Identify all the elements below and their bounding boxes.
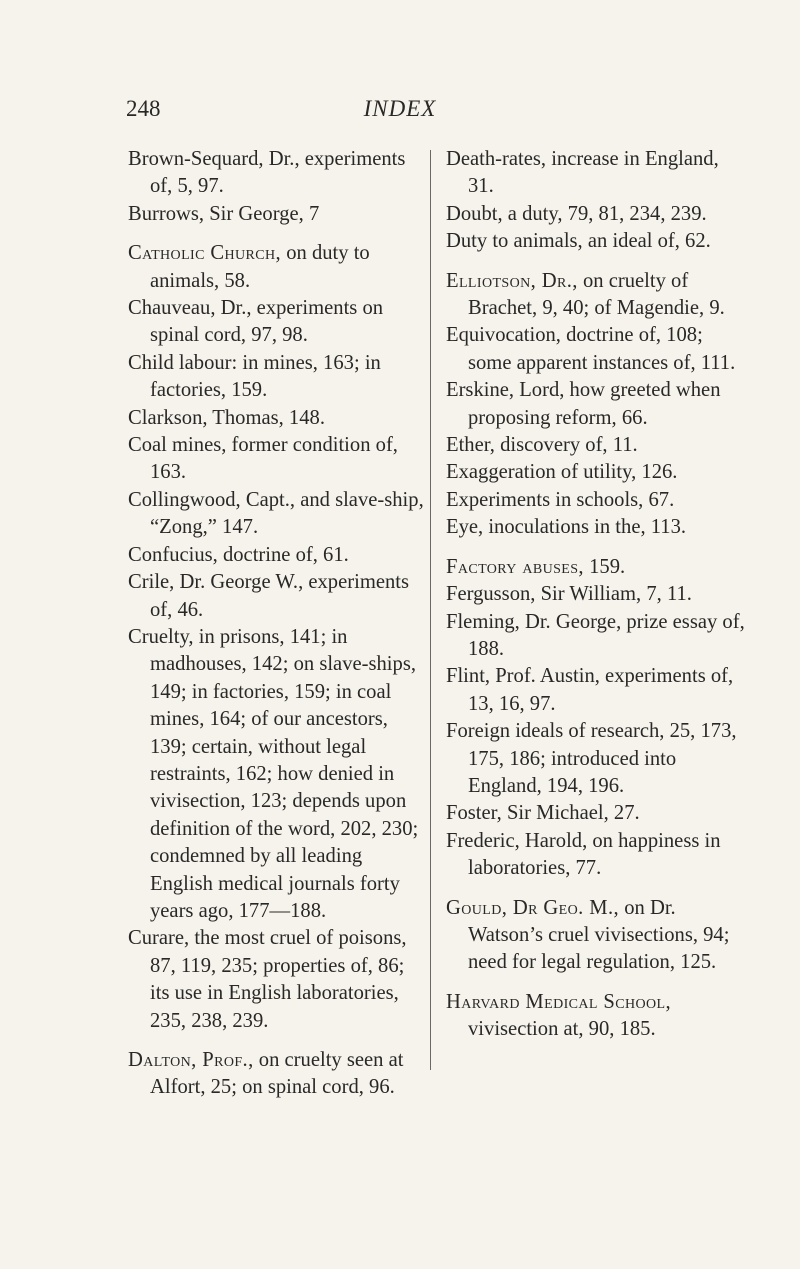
index-letter-group xyxy=(446,989,746,1044)
index-entry-text: Experiments in schools, 67. xyxy=(446,488,675,511)
index-entry-text: Ether, discovery of, 11. xyxy=(446,434,638,457)
index-entry xyxy=(128,925,428,1035)
index-entry-text: 159. xyxy=(583,555,626,578)
index-entry xyxy=(446,459,746,486)
index-entry-text: Doubt, a duty, 79, 81, 234, 239. xyxy=(446,202,707,225)
index-entry-text: Child labour: in mines, 163; in factories, 159. xyxy=(128,351,381,402)
index-entry-text: Equivocation, doctrine of, 108; some apparent instances of, 111. xyxy=(446,324,736,374)
index-entry-text: Coal mines, former condition of, 163. xyxy=(128,434,398,484)
index-entry-text: Erskine, Lord, how greeted when proposing reform, 66. xyxy=(446,379,721,429)
index-entry xyxy=(128,350,428,405)
index-entry-text: Eye, inoculations in the, 113. xyxy=(446,516,687,539)
index-entry-text: Brown-Sequard, Dr., experiments of, 5, 97. xyxy=(128,148,406,198)
index-column-left xyxy=(128,146,428,1114)
index-entry-text: Fleming, Dr. George, prize essay of, 188. xyxy=(446,610,745,660)
index-entry xyxy=(446,514,746,541)
index-entry xyxy=(446,828,746,883)
index-entry-text: on Dr. Watson’s cruel vivisections, 94; need for legal regulation, 125. xyxy=(468,896,730,974)
index-entry-text: Flint, Prof. Austin, experiments of, 13, 16, 97. xyxy=(446,665,734,715)
index-entry-text: Exaggeration of utility, 126. xyxy=(446,461,678,484)
index-entry-text: Frederic, Harold, on happiness in laboratories, 77. xyxy=(446,829,721,880)
index-entry xyxy=(446,989,746,1044)
index-entry xyxy=(128,295,428,350)
index-entry xyxy=(128,1047,428,1102)
index-entry xyxy=(128,240,428,295)
index-entry xyxy=(446,146,746,201)
index-entry xyxy=(446,895,746,977)
index-entry xyxy=(128,146,428,201)
column-divider xyxy=(430,150,431,1070)
index-entry-text: Chauveau, Dr., experiments on spinal cord, 97, 98. xyxy=(128,297,384,347)
index-letter-group xyxy=(128,1047,428,1102)
index-entry xyxy=(446,609,746,664)
index-entry xyxy=(446,322,746,377)
index-entry-text: Fergusson, Sir William, 7, 11. xyxy=(446,583,692,606)
index-entry xyxy=(446,487,746,514)
index-entry-text: vivisection at, 90, 185. xyxy=(468,1018,656,1041)
index-entry-text: on cruelty of Brachet, 9, 40; of Magendie, 9. xyxy=(468,269,725,320)
index-entry xyxy=(128,487,428,542)
index-entry xyxy=(128,542,428,569)
index-entry-text: Curare, the most cruel of poisons, 87, 119, 235; properties of, 86; its use in English laboratories, 235, 238, 239. xyxy=(128,927,407,1032)
index-entry xyxy=(128,201,428,228)
index-entry xyxy=(446,201,746,228)
index-entry-text: on cruelty seen at Alfort, 25; on spinal cord, 96. xyxy=(150,1049,404,1099)
index-entry-text: Clarkson, Thomas, 148. xyxy=(128,406,325,429)
index-entry-text: Duty to animals, an ideal of, 62. xyxy=(446,230,711,253)
index-entry xyxy=(446,663,746,718)
index-entry xyxy=(446,432,746,459)
index-entry-heading: Catholic Church, xyxy=(128,242,282,265)
index-entry-heading: Harvard Medical School, xyxy=(446,990,672,1013)
index-entry-text: Death-rates, increase in England, 31. xyxy=(446,148,719,198)
index-entry-text: Crile, Dr. George W., experiments of, 46. xyxy=(128,571,410,621)
index-entry-text: Cruelty, in prisons, 141; in madhouses, 142; on slave-ships, 149; in factories, 159; in coal mines, 164; of our ancestors, 139; certain, without legal restraints, 162; how denied in vivisection, 123; depends upon definition of the word, 202, 230; condemned by all leading English medical journals forty years ago, 177—188. xyxy=(128,625,419,922)
index-entry-text: on duty to animals, 58. xyxy=(150,242,370,292)
index-entry-text: Collingwood, Capt., and slave-ship, “Zong,” 147. xyxy=(128,488,424,539)
running-title: INDEX xyxy=(363,96,437,121)
page-number: 248 xyxy=(126,96,161,121)
index-entry xyxy=(128,624,428,925)
index-entry-heading: Gould, Dr Geo. M., xyxy=(446,896,620,919)
index-entry xyxy=(446,718,746,800)
index-entry-text: Foster, Sir Michael, 27. xyxy=(446,802,640,825)
index-entry xyxy=(128,405,428,432)
index-letter-group xyxy=(446,895,746,977)
index-entry xyxy=(128,432,428,487)
index-column-right xyxy=(446,146,746,1056)
index-letter-group xyxy=(446,146,746,256)
index-entry-text: Burrows, Sir George, 7 xyxy=(128,202,320,225)
index-entry-heading: Dalton, Prof., xyxy=(128,1049,254,1071)
page-header xyxy=(0,96,800,132)
index-entry-text: Confucius, doctrine of, 61. xyxy=(128,543,349,566)
index-letter-group xyxy=(446,268,746,542)
index-entry-text: Foreign ideals of research, 25, 173, 175, 186; introduced into England, 194, 196. xyxy=(446,720,737,797)
index-letter-group xyxy=(128,146,428,228)
index-entry xyxy=(446,377,746,432)
index-entry-heading: Elliotson, Dr., xyxy=(446,269,578,292)
index-entry xyxy=(128,569,428,624)
index-entry xyxy=(446,268,746,323)
index-letter-group xyxy=(446,554,746,883)
index-entry xyxy=(446,554,746,581)
index-letter-group xyxy=(128,240,428,1035)
index-entry-heading: Factory abuses, xyxy=(446,555,584,578)
index-entry xyxy=(446,581,746,608)
index-entry xyxy=(446,800,746,827)
index-entry xyxy=(446,228,746,255)
